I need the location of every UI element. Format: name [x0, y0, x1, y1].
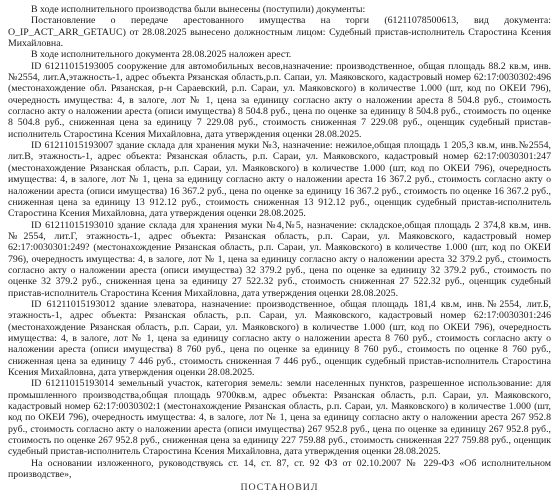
property-item-land-plot: ID 61211015193014 земельный участок, категория земель: земли населенных пунктов, разрешенное использование: для промышленного производства,общая площадь 9700кв.м, адрес объекта: Рязанская область, р.п. Сараи, ул. Маяковского, кадастровый номер 62:17:0030302:1 (местонахождение Рязанская область, р.п. Сараи, ул. Маяковского) в количестве 1.000 (шт, код по ОКЕИ 796), очередность имущества: 4, в залоге, лот № 1, цена за единицу согласно акту о наложении ареста 267 952.8 руб., стоимость согласно акту о наложении ареста (описи имущества) 267 952.8 руб., цена по оценке за единицу 267 952.8 руб., стоимость по оценке 267 952.8 руб., сниженная цена за единицу 227 759.88 руб., стоимость сниженная 227 759.88 руб., оценщик судебный пристав-исполнитель Старостина Ксения Михайловна, дата утверждения оценки 28.08.2025.	[8, 378, 551, 458]
document-page	[8, 4, 551, 501]
property-item-warehouse-4-5: ID 61211015193010 здание склада для хранения муки №4,№5, назначение: складское,общая площадь 2 374,8 кв.м, инв.№2554, лит.Г, этажность-1, адрес объекта: Рязанская область, р.п. Сараи, ул. Маяковского, кадастровый номер 62:17:0030301:249? (местонахождение Рязанская область, р.п. Сараи, ул. Маяковского) в количестве 1.000 (шт, код по ОКЕИ 796), очередность имущества: 4, в залоге, лот № 1, цена за единицу согласно акту о наложении ареста 32 379.2 руб., стоимость согласно акту о наложении ареста (описи имущества) 32 379.2 руб., цена по оценке за единицу 32 379.2 руб., стоимость по оценке 32 379.2 руб., сниженная цена за единицу 27 522.32 руб., стоимость сниженная 27 522.32 руб., оценщик судебный пристав-исполнитель Старостина Ксения Михайловна, дата утверждения оценки 28.08.2025.	[8, 219, 551, 299]
basis-paragraph: На основании изложенного, руководствуясь ст. 14, ст. 87, ст. 92 ФЗ от 02.10.2007 № 229-ФЗ «Об исполнительном производстве»,	[8, 457, 551, 481]
arrest-paragraph: В ходе исполнительного документа 28.08.2025 наложен арест.	[31, 49, 292, 61]
section-heading: ПОСТАНОВИЛ	[240, 482, 319, 494]
resolution-paragraph: Постановление о передаче арестованного имущества на торги (61211078500613, вид документа: O_IP_ACT_ARR_GETAUC) от 28.08.2025 вынесено должностным лицом: Судебный пристав-исполнитель Старостина Ксения Михайловна.	[8, 15, 551, 50]
intro-paragraph: В ходе исполнительного производства были вынесены (поступили) документы:	[31, 4, 366, 15]
property-item-scales: ID 61211015193005 сооружение для автомобильных весов,назначение: производственное, общая площадь 88.2 кв.м, инв.№2554, лит.А,этажность-1, адрес объекта Рязанская область,р.п. Сапаи, ул. Маяковского, кадастровый номер 62:17:0030302:496 (местонахождение обл. Рязанская, р-н Сараевский, р.п. Сараи, ул. Маяковского) в количестве 1.000 (шт, код по ОКЕИ 796), очередность имущества: 4, в залоге, лот № 1, цена за единицу согласно акту о наложении ареста 8 504.8 руб., стоимость согласно акту о наложении ареста (описи имущества) 8 504.8 руб., цена по оценке за единицу 8 504.8 руб., стоимость по оценке 8 504.8 руб., сниженная цена за единицу 7 229.08 руб., стоимость сниженная 7 229.08 руб., оценщик судебный пристав-исполнитель Старостина Ксения Михайловна, дата утверждения оценки 28.08.2025.	[8, 60, 551, 140]
property-item-warehouse-3: ID 61211015193007 здание склада для хранения муки №3, назначение: нежилое,общая площадь 1 205,3 кв.м, инв.№2554, лит.В, этажность-1, адрес объекта: Рязанская область, р.п. Сараи, ул. Маяковского, кадастровый номер 62:17:0030301:247 (местонахождение Рязанская область, р.п. Сараи, ул. Маяковского) в количестве 1.000 (шт, код по ОКЕИ 796), очередность имущества: 4, в залоге, лот № 1, цена за единицу согласно акту о наложении ареста 16 367.2 руб., стоимость согласно акту о наложении ареста (описи имущества) 16 367.2 руб., цена по оценке за единицу 16 367.2 руб., стоимость по оценке 16 367.2 руб., сниженная цена за единицу 13 912.12 руб., стоимость сниженная 13 912.12 руб., оценщик судебный пристав-исполнитель Старостина Ксения Михайловна, дата утверждения оценки 28.08.2025.	[8, 140, 551, 220]
property-item-elevator: ID 61211015193012 здание элеватора, назначение: производственное, общая площадь 181,4 кв.м, инв.№2554, лит.Б, этажность-1, адрес объекта: Рязанская область, р.п. Сараи, ул. Маяковского, кадастровый номер 62:17:0030301:246 (местонахождение Рязанская область, р.п. Сараи, ул. Маяковского) в количестве 1.000 (шт, код по ОКЕИ 796), очередность имущества: 4, в залоге, лот № 1, цена за единицу согласно акту о наложении ареста 8 760 руб., стоимость согласно акту о наложении ареста (описи имущества) 8 760 руб., цена по оценке за единицу 8 760 руб., стоимость по оценке 8 760 руб., сниженная цена за единицу 7 446 руб., стоимость сниженная 7 446 руб., оценщик судебный пристав-исполнитель Старостина Ксения Михайловна, дата утверждения оценки 28.08.2025.	[8, 298, 551, 378]
